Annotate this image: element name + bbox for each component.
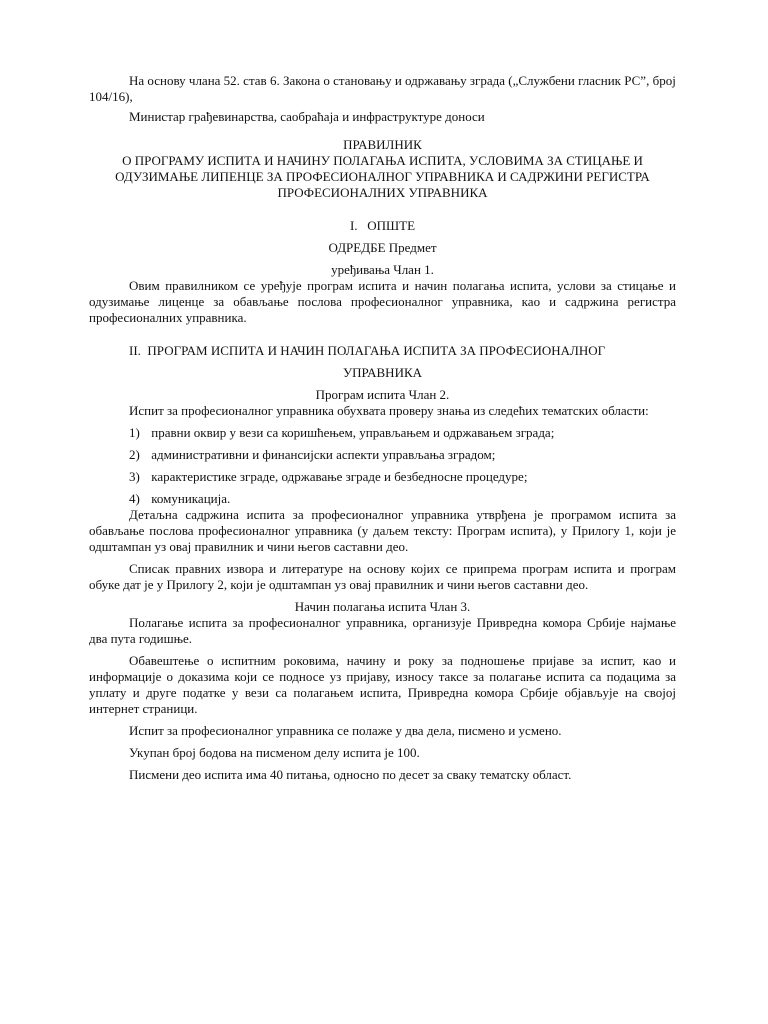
article-3-title: Начин полагања испита Члан 3. — [294, 599, 471, 614]
document-page — [89, 73, 676, 783]
section-2-line-1 — [89, 343, 676, 359]
section-2-heading — [89, 343, 676, 381]
article-3-paragraph-4: Укупан број бодова на писменом делу испита је 100. — [129, 745, 420, 760]
section-2-title: ПРОГРАМ ИСПИТА И НАЧИН ПОЛАГАЊА ИСПИТА ЗА ПРОФЕСИОНАЛНОГ — [147, 343, 606, 358]
article-3-paragraph-2: Обавештење о испитним роковима, начину и року за подношење пријаве за испит, као и информације о доказима који се подносе уз пријаву, износу таксе за полагање испита са подацима за уплату и друге податке у вези са полагањем испита, Привредна комора Србије објављује на својој интернет страници. — [89, 653, 676, 716]
article-2-title: Програм испита Члан 2. — [315, 387, 450, 402]
article-2-paragraph-3: Списак правних извора и литературе на основу којих се припрема програм испита и програм обуке дат је у Прилогу 2, који је одштампан уз овај правилник и чини његов саставни део. — [89, 561, 676, 592]
article-1-paragraph: Овим правилником се уређује програм испита и начин полагања испита, услови за стицање и одузимање лиценце за обављање послова професионалног управника, као и садржина регистра професионалних управника. — [89, 278, 676, 325]
section-2-line-2: УПРАВНИКА — [342, 365, 423, 380]
article-3-paragraph-1: Полагање испита за професионалног управника, организује Привредна комора Србије најмање два пута годишње. — [89, 615, 676, 646]
title-line-1: ПРАВИЛНИК — [343, 137, 422, 152]
article-3-paragraph-5: Писмени део испита има 40 питања, односно по десет за сваку тематску област. — [129, 767, 572, 782]
list-item: 3) карактеристике зграде, одржавање зграде и безбедносне процедуре; — [129, 469, 528, 484]
article-3-paragraph-3: Испит за професионалног управника се полаже у два дела, писмено и усмено. — [129, 723, 562, 738]
title-line-3: ОДУЗИМАЊЕ ЛИПЕНЦЕ ЗА ПРОФЕСИОНАЛНОГ УПРАВНИКА И САДРЖИНИ РЕГИСТРА — [115, 169, 650, 184]
article-1-title: уређивања Члан 1. — [331, 262, 434, 277]
list-item: 1) правни оквир у вези са коришћењем, управљањем и одржавањем зграда; — [129, 425, 555, 440]
article-2-intro: Испит за професионалног управника обухвата проверу знања из следећих тематских области: — [129, 403, 649, 418]
topic-list — [89, 425, 676, 507]
legal-basis-paragraph: На основу члана 52. став 6. Закона о становању и одржавању зграда („Службени гласник РС”, број 104/16), — [89, 73, 676, 104]
section-1-line-2: ОДРЕДБЕ Предмет — [328, 240, 437, 255]
title-line-4: ПРОФЕСИОНАЛНИХ УПРАВНИКА — [277, 185, 488, 200]
section-1-number: I. — [349, 218, 358, 233]
document-title — [89, 137, 676, 201]
list-item: 2) административни и финансијски аспекти управљања зградом; — [129, 447, 496, 462]
issuer-paragraph: Министар грађевинарства, саобраћаја и инфраструктуре доноси — [129, 109, 485, 124]
title-line-2: О ПРОГРАМУ ИСПИТА И НАЧИНУ ПОЛАГАЊА ИСПИТА, УСЛОВИМА ЗА СТИЦАЊЕ И — [122, 153, 643, 168]
section-2-number: II. — [129, 343, 141, 358]
section-1-line-1 — [89, 218, 676, 234]
section-1-title: ОПШТЕ — [367, 218, 416, 233]
list-item: 4) комуникација. — [129, 491, 231, 506]
section-1-heading — [89, 218, 676, 278]
article-2-paragraph-2: Детаљна садржина испита за професионалног управника утврђена је програмом испита за обављање послова професионалног управника (у даљем тексту: Програм испита), у Прилогу 1, који је одштампан уз овај правилник и чини његов саставни део. — [89, 507, 676, 554]
